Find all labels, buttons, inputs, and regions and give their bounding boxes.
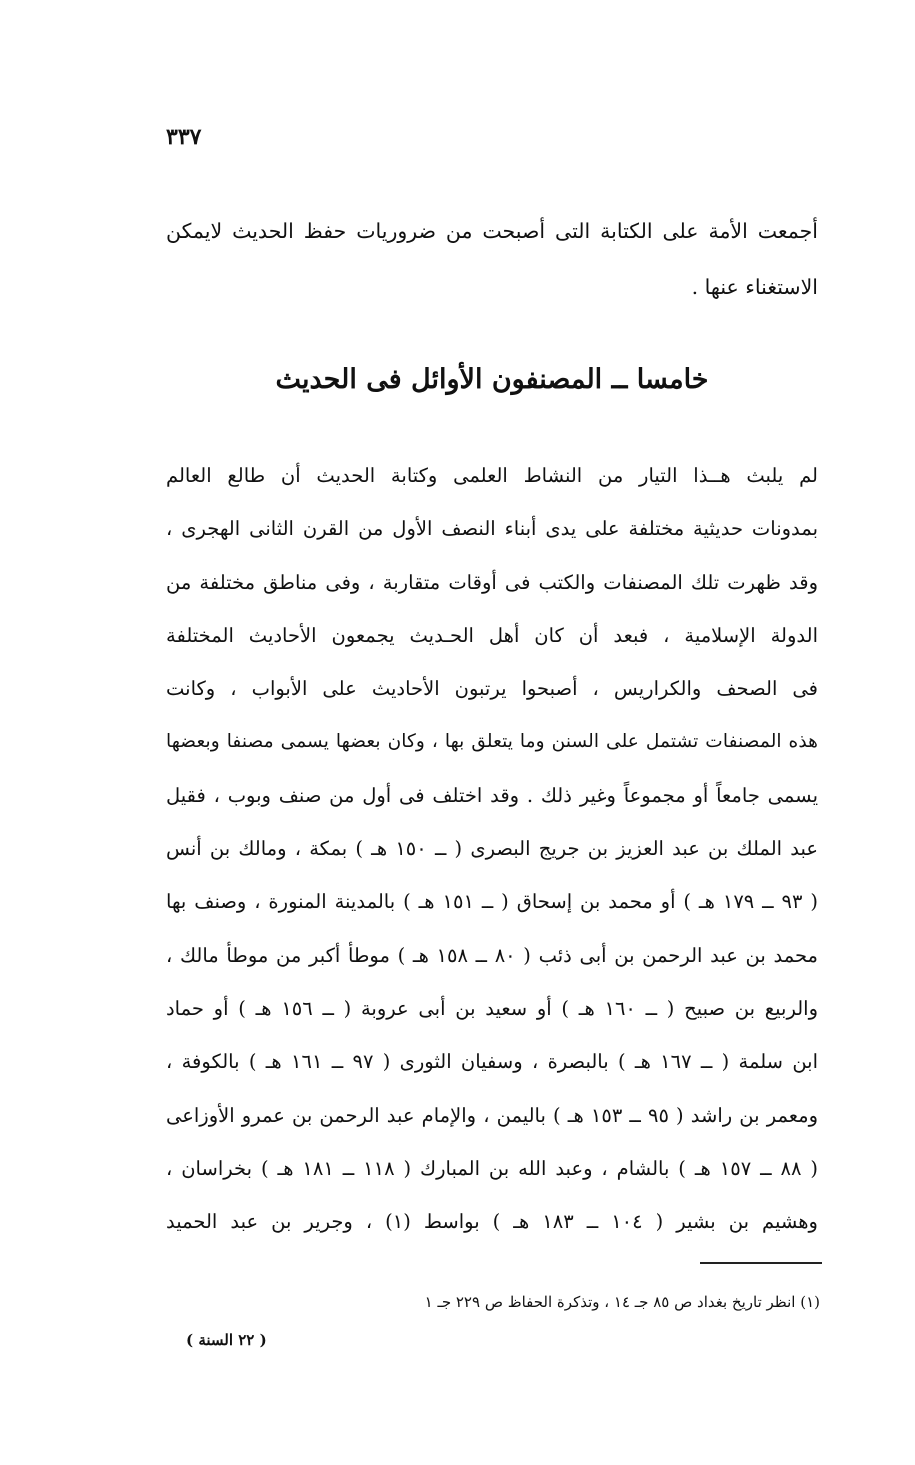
text-line: أجمعت الأمة على الكتابة التى أصبحت من ضروريات حفظ الحديث لايمكن [166,219,818,243]
text-line: ( ٨٨ ــ ١٥٧ هـ ) بالشام ، وعبد الله بن المبارك ( ١١٨ ــ ١٨١ هـ ) بخراسان ، [166,1156,818,1180]
text-line: يسمى جامعاً أو مجموعاً وغير ذلك . وقد اختلف فى أول من صنف وبوب ، فقيل [166,783,818,807]
text-line: والربيع بن صبيح ( ــ ١٦٠ هـ ) أو سعيد بن أبى عروبة ( ــ ١٥٦ هـ ) أو حماد [166,996,819,1020]
text-line: الاستغناء عنها . [691,275,818,299]
text-line: ومعمر بن راشد ( ٩٥ ــ ١٥٣ هـ ) باليمن ، والإمام عبد الرحمن بن عمرو الأوزاعى [166,1103,818,1127]
text-line: الدولة الإسلامية ، فبعد أن كان أهل الحـديث يجمعون الأحاديث المختلفة [166,623,818,647]
text-line: وقد ظهرت تلك المصنفات والكتب فى أوقات متقاربة ، وفى مناطق مختلفة من [166,570,818,594]
text-line: فى الصحف والكراريس ، أصبحوا يرتبون الأحاديث على الأبواب ، وكانت [166,677,818,701]
text-line: بمدونات حديثية مختلفة على يدى أبناء النصف الأول من القرن الثانى الهجرى ، [166,517,818,541]
signature-mark: ( ٢٢ السنة ) [186,1331,267,1349]
text-line: لم يلبث هــذا التيار من النشاط العلمى وكتابة الحديث أن طالع العالم [166,464,818,487]
text-line: هذه المصنفات تشتمل على السنن وما يتعلق بها ، وكان بعضها يسمى مصنفا وبعضها [166,731,818,753]
intro-paragraph [166,203,818,315]
text-line: محمد بن عبد الرحمن بن أبى ذئب ( ٨٠ ــ ١٥٨ هـ ) موطأ أكبر من موطأ مالك ، [166,943,818,967]
body-paragraph [166,449,818,1248]
text-line: عبد الملك بن عبد العزيز بن جريج البصرى ( ــ ١٥٠ هـ ) بمكة ، ومالك بن أنس [166,837,818,861]
footnote-divider [700,1262,822,1264]
footnote: (١) انظر تاريخ بغداد ص ٨٥ جـ ١٤ ، وتذكرة الحفاظ ص ٢٢٩ جـ ١ [424,1293,820,1311]
text-line: وهشيم بن بشير ( ١٠٤ ــ ١٨٣ هـ ) بواسط (١) ، وجرير بن عبد الحميد [166,1210,818,1234]
text-line: ابن سلمة ( ــ ١٦٧ هـ ) بالبصرة ، وسفيان الثورى ( ٩٧ ــ ١٦١ هـ ) بالكوفة ، [166,1050,819,1074]
text-line: ( ٩٣ ــ ١٧٩ هـ ) أو محمد بن إسحاق ( ــ ١٥١ هـ ) بالمدينة المنورة ، وصنف بها [166,890,819,914]
section-heading: خامسا ــ المصنفون الأوائل فى الحديث [275,364,709,395]
page-number: ٣٣٧ [166,124,202,150]
